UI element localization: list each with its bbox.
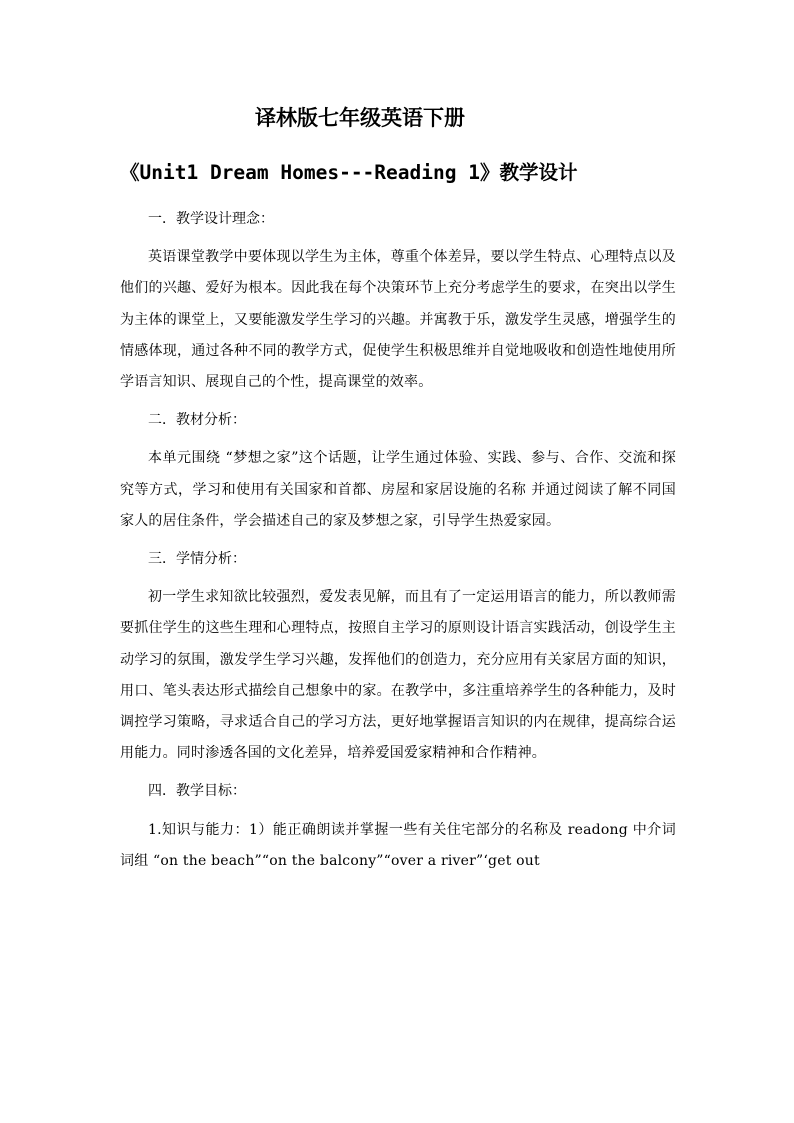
document-title: 译林版七年级英语下册	[255, 106, 465, 130]
section-text-teaching-objectives: 1.知识与能力：1）能正确朗读并掌握一些有关住宅部分的名称及 readong 中介词词组 “on the beach”“on the balcony”“over a river”‘get out	[120, 821, 676, 869]
document-body	[120, 204, 676, 877]
section-text-design-concept: 英语课堂教学中要体现以学生为主体，尊重个体差异，要以学生特点、心理特点以及他们的兴趣、爱好为根本。因此我在每个决策环节上充分考虑学生的要求，在突出以学生为主体的课堂上，又要能激发学生学习的兴趣。并寓教于乐，激发学生灵感，增强学生的情感体现，通过各种不同的教学方式，促使学生积极思维并自觉地吸收和创造性地使用所学语言知识、展现自己的个性，提高课堂的效率。	[120, 249, 676, 391]
section-heading-design-concept: 一．教学设计理念：	[148, 211, 274, 227]
section-text-student-analysis: 初一学生求知欲比较强烈，爱发表见解，而且有了一定运用语言的能力，所以教师需要抓住学生的这些生理和心理特点，按照自主学习的原则设计语言实践活动，创设学生主动学习的氛围，激发学生学习兴趣，发挥他们的创造力，充分应用有关家居方面的知识，用口、笔头表达形式描绘自己想象中的家。在教学中，多注重培养学生的各种能力，及时调控学习策略，寻求适合自己的学习方法，更好地掌握语言知识的内在规律，提高综合运用能力。同时渗透各国的文化差异，培养爱国爱家精神和合作精神。	[120, 589, 676, 762]
document-subtitle: 《Unit1 Dream Homes---Reading 1》教学设计	[120, 161, 578, 184]
section-heading-teaching-objectives: 四．教学目标：	[148, 783, 246, 800]
section-heading-material-analysis: 二．教材分析：	[148, 412, 246, 429]
section-heading-student-analysis: 三．学情分析：	[148, 551, 246, 568]
section-text-material-analysis: 本单元围绕 “梦想之家”这个话题，让学生通过体验、实践、参与、合作、交流和探究等方式，学习和使用有关国家和首都、房屋和家居设施的名称 并通过阅读了解不同国家人的居住条件，学会描述自己的家及梦想之家，引导学生热爱家园。	[120, 450, 676, 529]
